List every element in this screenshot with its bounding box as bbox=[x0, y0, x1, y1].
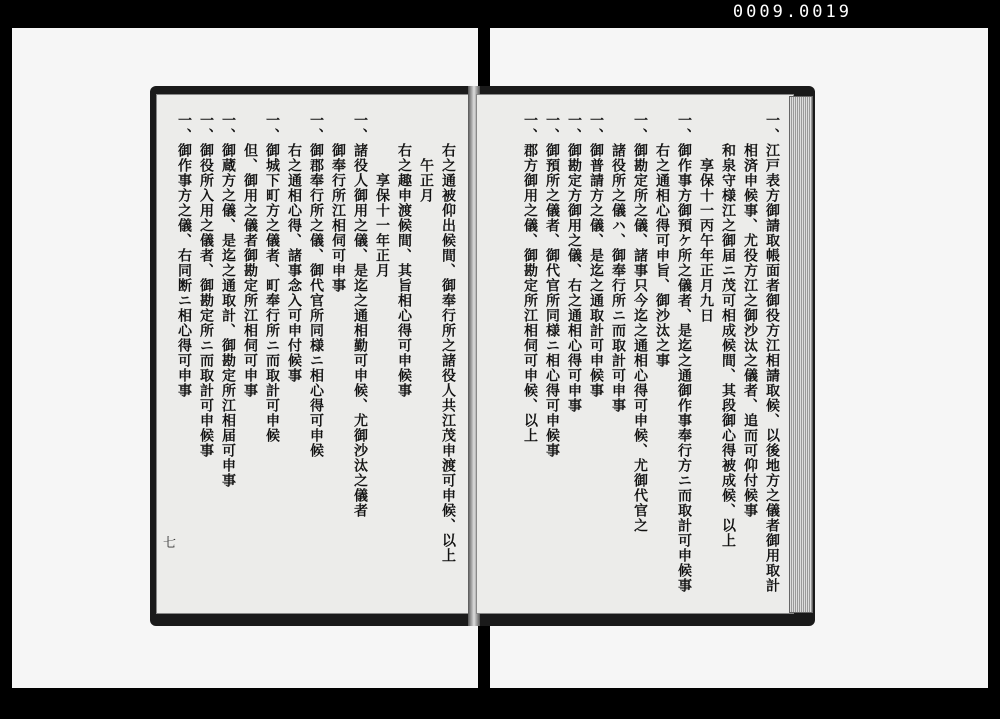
text-column: 和泉守様江之御届ニ茂可相成候間、其段御心得被成候、以上 bbox=[720, 113, 736, 548]
left-page-text bbox=[167, 113, 459, 595]
text-column: 一、御勘定方御用之儀、右之通相心得可申事 bbox=[566, 113, 582, 413]
text-column: 一、郡方御用之儀、御勘定所江相伺可申候、以上 bbox=[522, 113, 538, 443]
text-column: 一、御作事方御預ケ所之儀者、是迄之通御作事奉行方ニ而取計可申候事 bbox=[676, 113, 692, 593]
text-column: 一、江戸表方御請取帳面者御役方江相請取候、以後地方之儀者御用取計 bbox=[764, 113, 780, 593]
text-column: 一、御役所入用之儀者、御勘定所ニ而取計可申候事 bbox=[198, 113, 214, 458]
page-block-edges bbox=[789, 96, 813, 613]
text-column: 右之通被仰出候間、御奉行所之諸役人共江茂申渡可申候、以上 bbox=[440, 113, 456, 563]
text-column: 一、御勘定所之儀、諸事只今迄之通相心得可申候、尤御代官之 bbox=[632, 113, 648, 533]
text-column: 諸役所之儀ハ、御奉行所ニ而取計可申事 bbox=[610, 113, 626, 413]
text-column: 右之通相心得可申旨、御沙汰之事 bbox=[654, 113, 670, 368]
text-column: 相済申候事、尤役方江之御沙汰之儀者、追而可仰付候事 bbox=[742, 113, 758, 518]
right-page bbox=[476, 94, 794, 614]
text-column: 御奉行所江相伺可申事 bbox=[330, 113, 346, 293]
text-column: 一、御普請方之儀、是迄之通取計可申候事 bbox=[588, 113, 604, 398]
text-column: 一、御郡奉行所之儀、御代官所同様ニ相心得可申候 bbox=[308, 113, 324, 458]
page-number: 七 bbox=[163, 536, 177, 551]
left-page bbox=[156, 94, 474, 614]
text-column: 右之趣申渡候間、其旨相心得可申候事 bbox=[396, 113, 412, 398]
text-column: 右之通相心得、諸事念入可申付候事 bbox=[286, 113, 302, 383]
text-column: 一、御作事方之儀、右同断ニ相心得可申事 bbox=[176, 113, 192, 398]
right-page-text bbox=[487, 113, 783, 595]
text-column: 享保十一年正月 bbox=[374, 113, 390, 278]
text-column: 一、御蔵方之儀、是迄之通取計、御勘定所江相届可申事 bbox=[220, 113, 236, 488]
text-column: 一、諸役人御用之儀、是迄之通相勤可申候、尤御沙汰之儀者 bbox=[352, 113, 368, 518]
open-book bbox=[150, 86, 815, 626]
text-column: 享保十一丙午年正月九日 bbox=[698, 113, 714, 323]
frame-number: 0009.0019 bbox=[732, 2, 852, 22]
text-column: 但、御用之儀者御勘定所江相伺可申事 bbox=[242, 113, 258, 398]
text-column: 一、御城下町方之儀者、町奉行所ニ而取計可申候 bbox=[264, 113, 280, 443]
text-column: 一、御預所之儀者、御代官所同様ニ相心得可申候事 bbox=[544, 113, 560, 458]
text-column: 午正月 bbox=[418, 113, 434, 203]
